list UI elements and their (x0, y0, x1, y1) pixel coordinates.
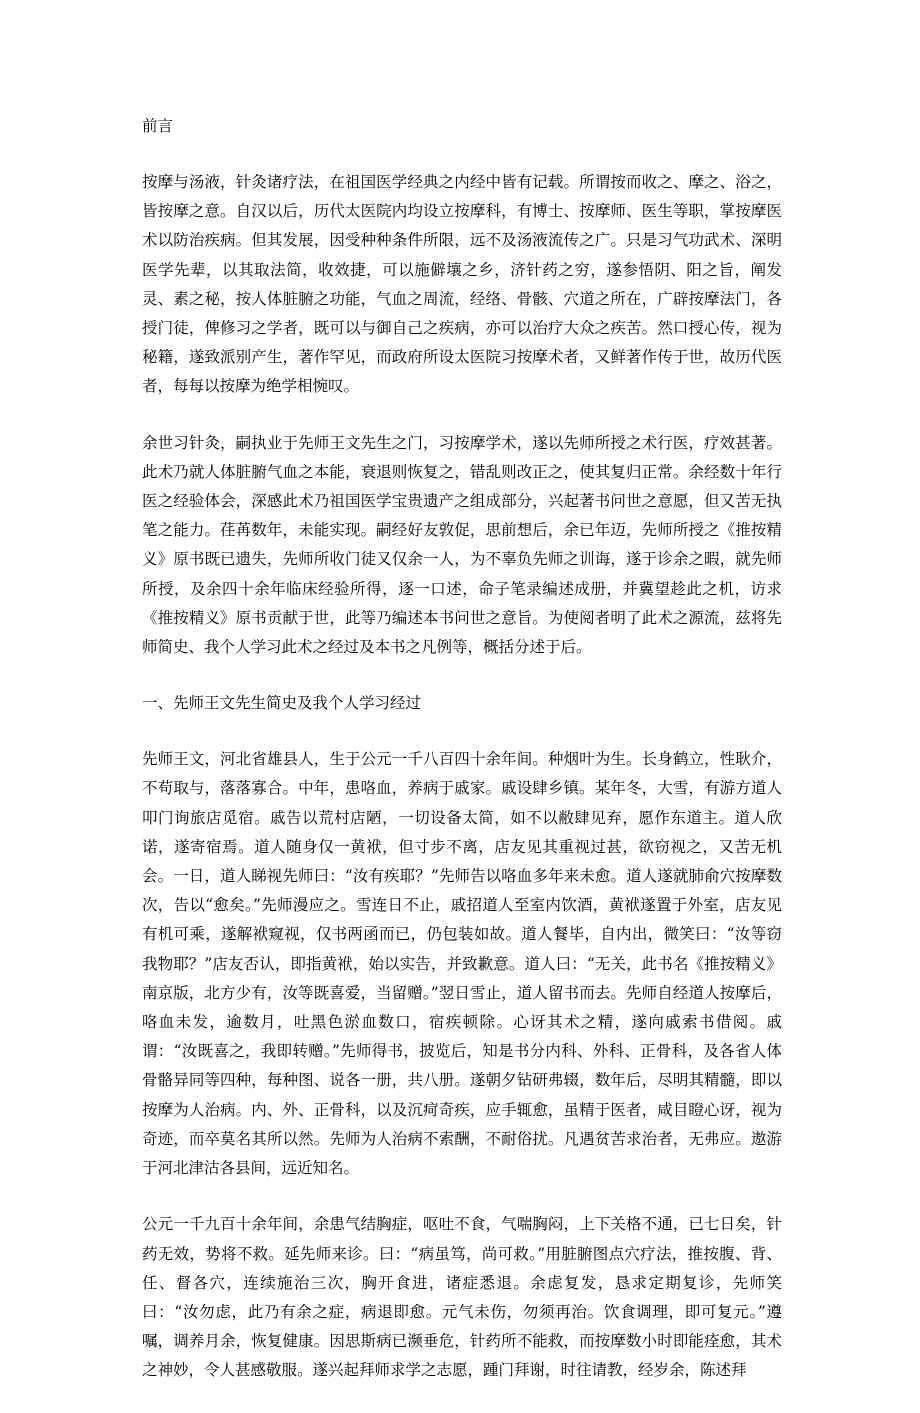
paragraph: 先师王文，河北省雄县人，生于公元一千八百四十余年间。种烟叶为生。长身鹤立，性耿介，不苟取与，落落寡合。中年，患咯血，养病于戚家。戚设肆乡镇。某年冬，大雪，有游方道人叩门询旅店觅宿。戚告以荒村店陋，一切设备太简，如不以敝肆见弃，愿作东道主。道人欣诺，遂寄宿焉。道人随身仅一黄袱，但寸步不离，店友见其重视过甚，欲窃视之，又苦无机会。一日，道人睇视先师曰：“汝有疾耶？”先师告以咯血多年来未愈。道人遂就肺俞穴按摩数次，告以“愈矣。”先师漫应之。雪连日不止，戚招道人至室内饮酒，黄袱遂置于外室，店友见有机可乘，遂解袱窥视，仅书两函而已，仍包装如故。道人餐毕，自内出，微笑曰：“汝等窃我物耶？”店友否认，即指黄袱，始以实告，并致歉意。道人曰：“无关，此书名《推按精义》南京版，北方少有，汝等既喜爱，当留赠。”翌日雪止，道人留书而去。先师自经道人按摩后，咯血未发，逾数月，吐黑色淤血数口，宿疾顿除。心讶其术之精，遂向戚索书借阅。戚谓：“汝既喜之，我即转赠。”先师得书，披览后，知是书分内科、外科、正骨科，及各省人体骨骼异同等四种，每种图、说各一册，共八册。遂朝夕钻研弗辍，数年后，尽明其精髓，即以按摩为人治病。内、外、正骨科，以及沉疴奇疾，应手辄愈，虽精于医者，咸目瞪心讶，视为奇迹，而卒莫名其所以然。先师为人治病不索酬，不耐俗扰。凡遇贫苦求治者，无弗应。遨游于河北津沽各县间，远近知名。 (142, 750, 782, 1178)
paragraph: 公元一千九百十余年间，余患气结胸症，呕吐不食，气喘胸闷，上下关格不通，已七日矣，针药无效，势将不救。延先师来诊。曰：“病虽笃，尚可救。”用脏腑图点穴疗法，推按腹、背、任、督各穴，连续施治三次，胸开食进，诸症悉退。余虑复发，恳求定期复诊，先师笑曰：“汝勿虑，此乃有余之症，病退即愈。元气未伤，勿须再治。饮食调理，即可复元。”遵嘱，调养月余，恢复健康。因思斯病已濒垂危，针药所不能救，而按摩数小时即能痊愈，其术之神妙，令人甚感敬服。遂兴起拜师求学之志愿，踵门拜谢，时往请教，经岁余，陈述拜 (142, 1215, 782, 1380)
paragraph: 按摩与汤液，针灸诸疗法，在祖国医学经典之内经中皆有记载。所谓按而收之、摩之、浴之，皆按摩之意。自汉以后，历代太医院内均设立按摩科，有博士、按摩师、医生等职，掌按摩医术以防治疾病。但其发展，因受种种条件所限，远不及汤液流传之广。只是习气功武术、深明医学先辈，以其取法简，收效捷，可以施僻壤之乡，济针药之穷，遂参悟阴、阳之旨，阐发灵、素之秘，按人体脏腑之功能，气血之周流，经络、骨骸、穴道之所在，广辟按摩法门，各授门徒，俾修习之学者，既可以与御自己之疾病，亦可以治疗大众之疾苦。然口授心传，视为秘籍，遂致派别产生，著作罕见，而政府所设太医院习按摩术者，又鲜著作传于世，故历代医者，每每以按摩为绝学相惋叹。 (142, 173, 782, 396)
section-title: 一、先师王文先生简史及我个人学习经过 (142, 694, 422, 713)
paragraph: 余世习针灸，嗣执业于先师王文先生之门，习按摩学术，遂以先师所授之术行医，疗效甚著。此术乃就人体脏腑气血之本能，衰退则恢复之，错乱则改正之，使其复归正常。余经数十年行医之经验体会，深感此术乃祖国医学宝贵遗产之组成部分，兴起著书问世之意愿，但又苦无执笔之能力。荏苒数年，未能实现。嗣经好友敦促，思前想后，余已年迈，先师所授之《推按精义》原书既已遗失，先师所收门徒又仅余一人，为不辜负先师之训诲，遂于诊余之暇，就先师所授，及余四十余年临床经验所得，逐一口述，命子笔录编述成册，并冀望趁此之机，访求《推按精义》原书贡献于世，此等乃编述本书问世之意旨。为使阅者明了此术之源流，兹将先师简史、我个人学习此术之经过及本书之凡例等，概括分述于后。 (142, 433, 782, 657)
document-body (142, 112, 782, 1413)
preface-title: 前言 (142, 117, 174, 135)
